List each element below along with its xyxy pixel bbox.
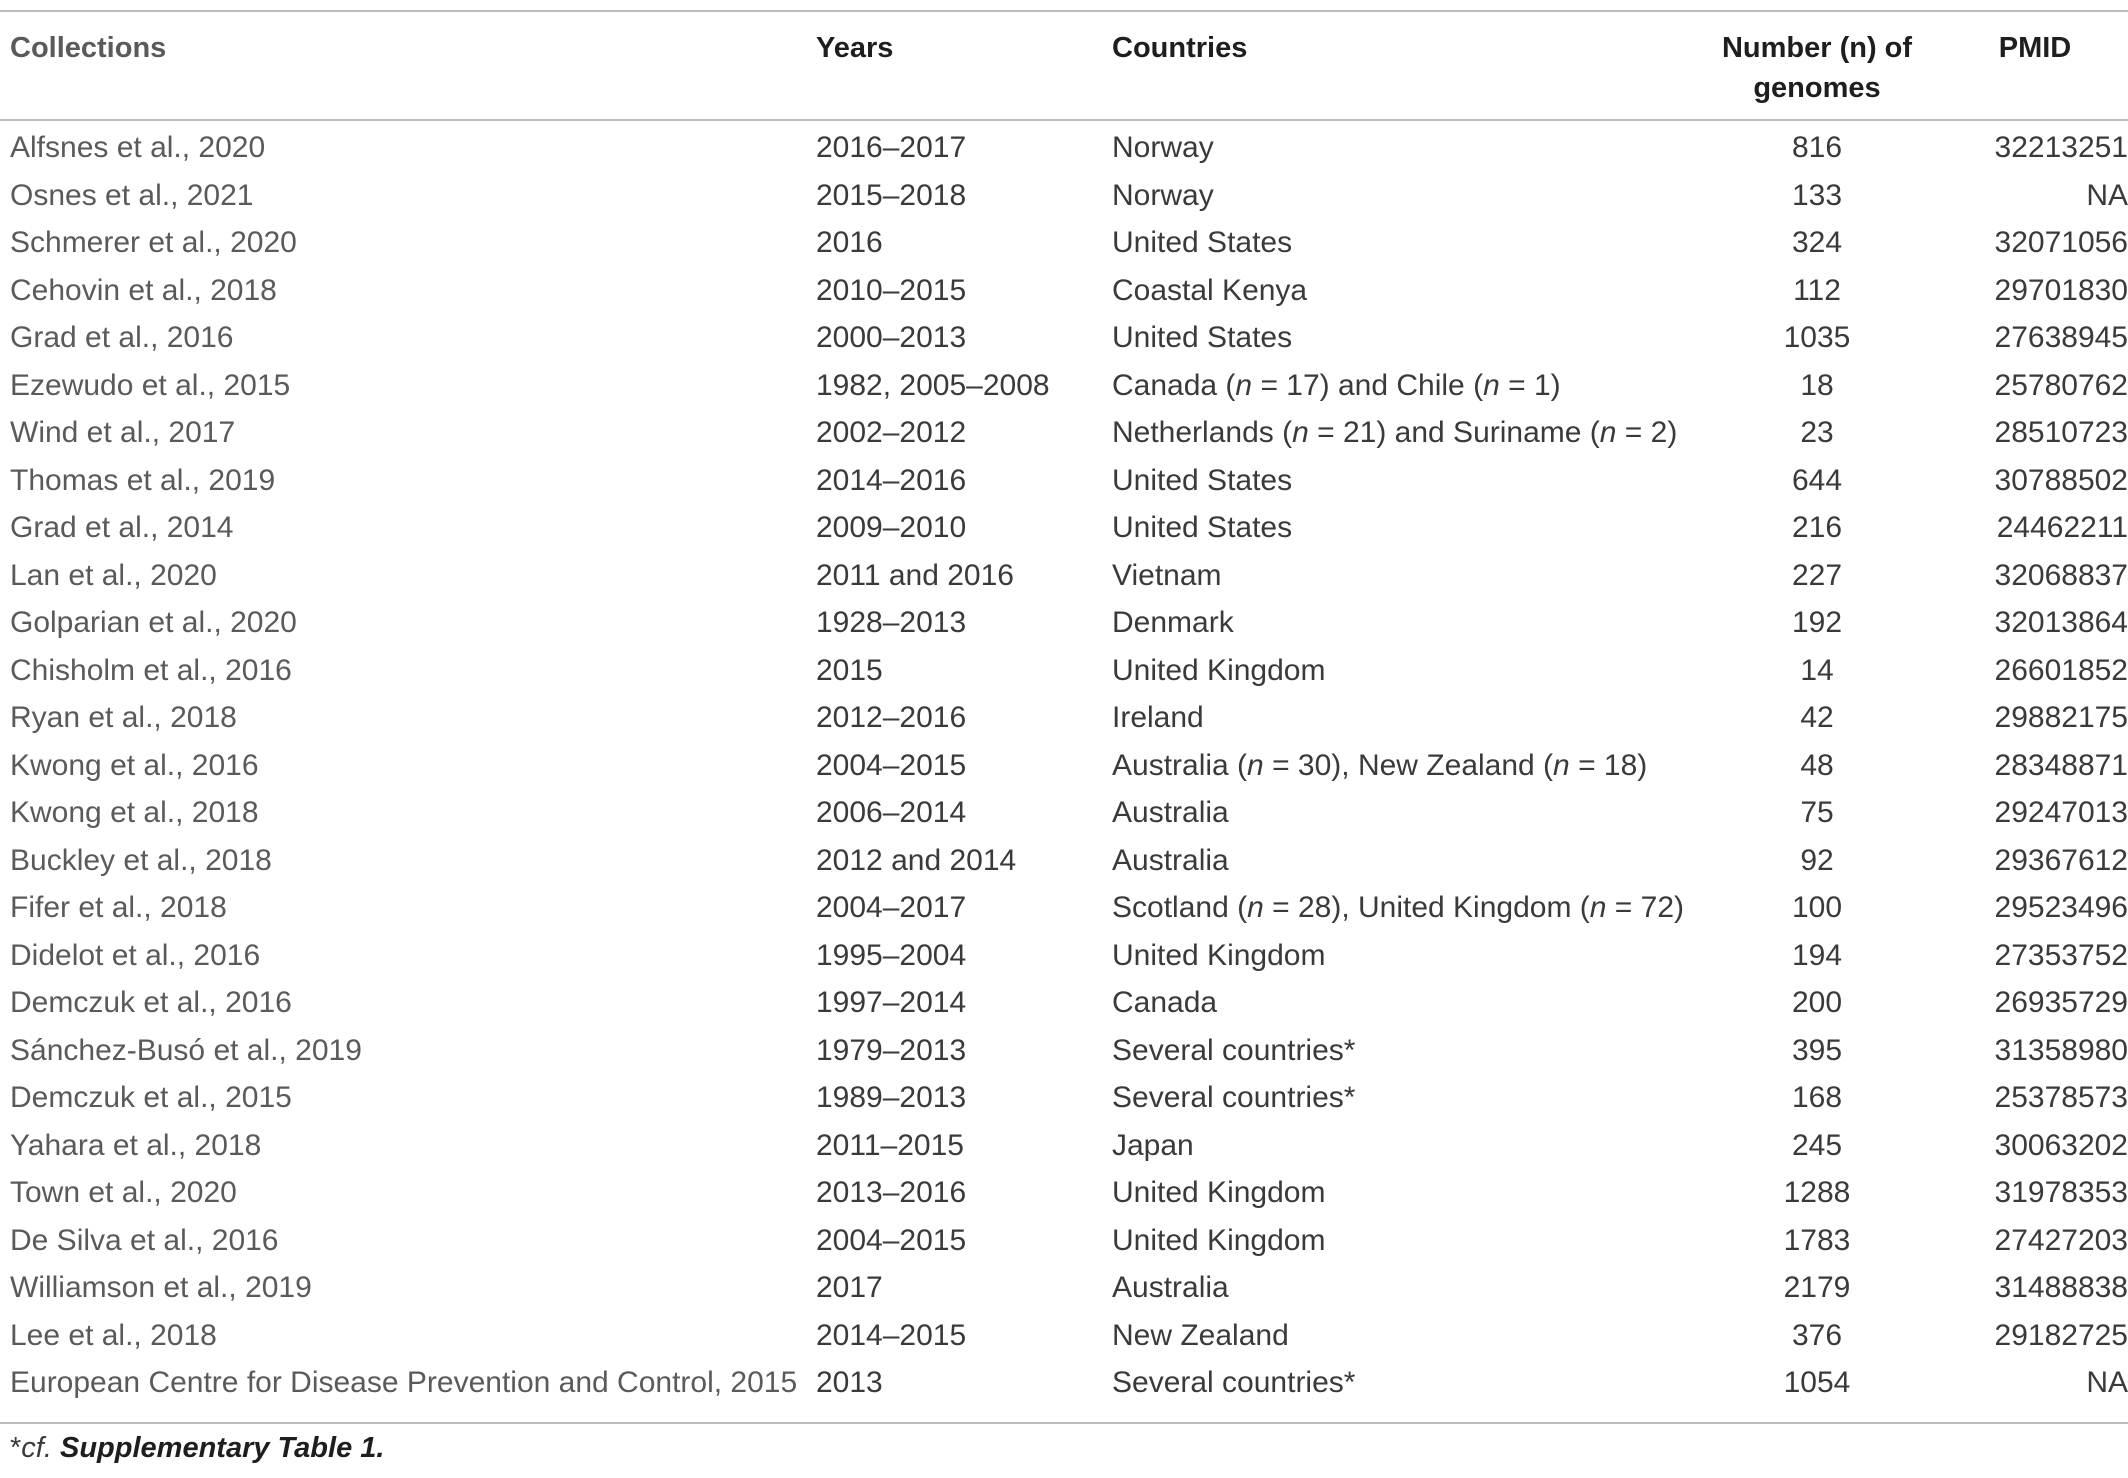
cell-pmid: 29701830: [1994, 273, 2128, 307]
cell-pmid: 28348871: [1994, 748, 2128, 782]
country-text: Denmark: [1112, 606, 1234, 639]
cell-years: 2012 and 2014: [816, 843, 1017, 877]
table-row: [0, 979, 2128, 1027]
cell-years: 2013: [816, 1366, 883, 1399]
footnote-ref: Supplementary Table 1: [59, 1432, 377, 1464]
cell-collection: Yahara et al., 2018: [10, 1128, 262, 1162]
country-text: United States: [1112, 511, 1293, 544]
table-row: [0, 124, 2128, 172]
cell-pmid: 32213251: [1994, 131, 2128, 164]
cell-years: 2012–2016: [816, 701, 967, 734]
cell-countries: [1112, 457, 1692, 505]
table-row: [0, 504, 2128, 552]
cell-pmid: 26601852: [1994, 653, 2128, 687]
table-row: [0, 172, 2128, 220]
table-row: [0, 599, 2128, 647]
country-text: United States: [1112, 463, 1293, 497]
table-row: [0, 1122, 2128, 1170]
country-text: United States: [1112, 226, 1293, 259]
cell-genomes: 168: [1791, 1081, 1843, 1114]
top-rule: [0, 10, 2128, 12]
country-text: = 2): [1616, 416, 1678, 449]
cell-pmid: 27353752: [1994, 938, 2128, 972]
cell-years: 2014–2015: [816, 1318, 967, 1352]
cell-pmid: 27427203: [1994, 1223, 2128, 1257]
italic-n: n: [1599, 416, 1617, 449]
cell-collection: Golparian et al., 2020: [10, 606, 297, 639]
country-text: = 18): [1569, 748, 1648, 782]
cell-collection: Lee et al., 2018: [10, 1318, 217, 1352]
cell-collection: Cehovin et al., 2018: [10, 273, 277, 307]
country-text: Norway: [1112, 178, 1214, 212]
cell-genomes: 245: [1791, 1128, 1843, 1162]
cell-pmid: 29182725: [1994, 1318, 2128, 1352]
cell-genomes: 23: [1800, 416, 1834, 449]
cell-genomes: 100: [1791, 891, 1843, 924]
cell-pmid: 30788502: [1994, 463, 2128, 497]
cell-countries: [1112, 979, 1692, 1027]
cell-years: 2014–2016: [816, 463, 967, 497]
cell-years: 1989–2013: [816, 1081, 967, 1114]
cell-collection: Osnes et al., 2021: [10, 178, 254, 212]
cell-countries: [1112, 694, 1692, 742]
header-rule: [0, 119, 2128, 121]
table-row: [0, 267, 2128, 315]
cell-countries: [1112, 124, 1692, 172]
table-row: [0, 1217, 2128, 1265]
cell-pmid: 29247013: [1994, 796, 2128, 829]
country-text: Australia (: [1112, 748, 1248, 782]
table-row: [0, 1359, 2128, 1407]
cell-genomes: 395: [1791, 1033, 1843, 1067]
cell-pmid: 31488838: [1994, 1271, 2128, 1304]
cell-years: 2016: [816, 226, 883, 259]
cell-pmid: NA: [2086, 178, 2128, 212]
cell-pmid: NA: [2086, 1366, 2128, 1399]
cell-genomes: 192: [1791, 606, 1843, 639]
cell-years: 1995–2004: [816, 938, 967, 972]
cell-years: 2004–2015: [816, 748, 967, 782]
cell-countries: [1112, 742, 1692, 790]
cell-pmid: 25378573: [1994, 1081, 2128, 1114]
cell-years: 2009–2010: [816, 511, 967, 544]
cell-collection: Wind et al., 2017: [10, 416, 236, 449]
table-body: [0, 124, 2128, 1407]
cell-collection: Schmerer et al., 2020: [10, 226, 297, 259]
table-row: [0, 219, 2128, 267]
cell-years: 1928–2013: [816, 606, 967, 639]
cell-years: 2004–2015: [816, 1223, 967, 1257]
italic-n: n: [1247, 891, 1264, 924]
cell-pmid: 31358980: [1994, 1033, 2128, 1067]
italic-n: n: [1235, 368, 1253, 402]
table-row: [0, 1169, 2128, 1217]
table-row: [0, 694, 2128, 742]
cell-genomes: 42: [1800, 701, 1834, 734]
cell-collection: Ryan et al., 2018: [10, 701, 237, 734]
cell-countries: [1112, 1027, 1692, 1075]
country-text: Norway: [1112, 131, 1214, 164]
cell-countries: [1112, 1217, 1692, 1265]
cell-genomes: 200: [1791, 986, 1843, 1019]
table-row: [0, 409, 2128, 457]
country-text: Vietnam: [1112, 558, 1222, 592]
table-row: [0, 1312, 2128, 1360]
cell-collection: Kwong et al., 2016: [10, 748, 259, 782]
cell-genomes: 376: [1791, 1318, 1843, 1352]
cell-genomes: 112: [1793, 273, 1841, 307]
cell-genomes: 324: [1791, 226, 1843, 259]
table-row: [0, 1264, 2128, 1312]
cell-countries: [1112, 362, 1692, 410]
footnote-prefix: *: [10, 1432, 22, 1464]
cell-years: 2000–2013: [816, 321, 967, 354]
country-text: United States: [1112, 321, 1293, 354]
cell-countries: [1112, 789, 1692, 837]
cell-collection: European Centre for Disease Prevention and Control, 2015: [10, 1366, 798, 1399]
country-text: = 1): [1499, 368, 1561, 402]
collections-table: [0, 28, 2128, 1407]
country-text: Several countries*: [1112, 1081, 1356, 1114]
country-text: United Kingdom: [1112, 653, 1326, 687]
country-text: United Kingdom: [1112, 938, 1326, 972]
country-text: = 30), New Zealand (: [1263, 748, 1554, 782]
cell-collection: Fifer et al., 2018: [10, 891, 227, 924]
table-row: [0, 932, 2128, 980]
cell-countries: [1112, 1122, 1692, 1170]
table-row: [0, 647, 2128, 695]
cell-countries: [1112, 1312, 1692, 1360]
country-text: Several countries*: [1112, 1366, 1356, 1399]
cell-years: 2004–2017: [816, 891, 967, 924]
cell-collection: Demczuk et al., 2016: [10, 986, 292, 1019]
cell-collection: Kwong et al., 2018: [10, 796, 259, 829]
cell-genomes: 133: [1791, 178, 1843, 212]
cell-years: 2016–2017: [816, 131, 967, 164]
cell-genomes: 14: [1800, 653, 1834, 687]
country-text: Japan: [1112, 1128, 1194, 1162]
table-row: [0, 1074, 2128, 1122]
header-years: Years: [816, 32, 894, 64]
country-text: New Zealand: [1112, 1318, 1289, 1352]
cell-years: 2010–2015: [816, 273, 967, 307]
italic-n: n: [1483, 368, 1500, 402]
cell-collection: Buckley et al., 2018: [10, 843, 272, 877]
cell-collection: Demczuk et al., 2015: [10, 1081, 292, 1114]
cell-genomes: 48: [1800, 748, 1834, 782]
cell-genomes: 92: [1800, 843, 1834, 877]
cell-pmid: 32013864: [1994, 606, 2128, 639]
table-row: [0, 837, 2128, 885]
cell-pmid: 31978353: [1994, 1176, 2128, 1209]
cell-countries: [1112, 599, 1692, 647]
cell-countries: [1112, 1169, 1692, 1217]
cell-genomes: 816: [1791, 131, 1843, 164]
country-text: = 72): [1606, 891, 1685, 924]
country-text: Australia: [1112, 796, 1229, 829]
cell-countries: [1112, 1264, 1692, 1312]
cell-years: 2015: [816, 653, 883, 687]
cell-pmid: 26935729: [1994, 986, 2128, 1019]
cell-countries: [1112, 409, 1692, 457]
cell-pmid: 28510723: [1994, 416, 2128, 449]
cell-years: 2013–2016: [816, 1176, 967, 1209]
cell-genomes: 644: [1791, 463, 1843, 497]
cell-years: 2006–2014: [816, 796, 967, 829]
cell-countries: [1112, 884, 1692, 932]
cell-years: 2011 and 2016: [816, 558, 1014, 592]
cell-pmid: 27638945: [1994, 321, 2128, 354]
cell-collection: Grad et al., 2014: [10, 511, 234, 544]
cell-years: 1997–2014: [816, 986, 967, 1019]
header-genomes-line2: genomes: [1753, 72, 1881, 104]
header-pmid: PMID: [1998, 32, 2072, 64]
country-text: Ireland: [1112, 701, 1204, 734]
italic-n: n: [1247, 748, 1264, 782]
cell-genomes: 194: [1791, 938, 1843, 972]
cell-collection: Grad et al., 2016: [10, 321, 234, 354]
cell-pmid: 32071056: [1994, 226, 2128, 259]
cell-countries: [1112, 1074, 1692, 1122]
cell-pmid: 25780762: [1994, 368, 2128, 402]
country-text: United Kingdom: [1112, 1176, 1326, 1209]
cell-pmid: 32068837: [1994, 558, 2128, 592]
country-text: = 21) and Suriname (: [1308, 416, 1600, 449]
country-text: Australia: [1112, 843, 1229, 877]
cell-years: 2011–2015: [816, 1128, 964, 1162]
cell-genomes: 1783: [1783, 1223, 1851, 1257]
italic-n: n: [1589, 891, 1607, 924]
cell-genomes: 1288: [1783, 1176, 1851, 1209]
cell-pmid: 24462211: [1996, 511, 2128, 544]
cell-genomes: 227: [1791, 558, 1843, 592]
cell-collection: De Silva et al., 2016: [10, 1223, 279, 1257]
country-text: Scotland (: [1112, 891, 1248, 924]
cell-years: 2002–2012: [816, 416, 967, 449]
cell-years: 2015–2018: [816, 178, 967, 212]
bottom-rule: [0, 1422, 2128, 1424]
table-row: [0, 457, 2128, 505]
italic-n: n: [1292, 416, 1309, 449]
cell-years: 1979–2013: [816, 1033, 967, 1067]
cell-collection: Chisholm et al., 2016: [10, 653, 292, 687]
cell-pmid: 29882175: [1994, 701, 2128, 734]
cell-collection: Didelot et al., 2016: [10, 938, 261, 972]
cell-countries: [1112, 647, 1692, 695]
country-text: Coastal Kenya: [1112, 273, 1308, 307]
footnote: [10, 1432, 384, 1465]
cell-years: 2017: [816, 1271, 883, 1304]
table-row: [0, 552, 2128, 600]
cell-countries: [1112, 837, 1692, 885]
cell-countries: [1112, 219, 1692, 267]
cell-collection: Lan et al., 2020: [10, 558, 217, 592]
cell-countries: [1112, 552, 1692, 600]
cell-collection: Williamson et al., 2019: [10, 1271, 312, 1304]
country-text: Several countries*: [1112, 1033, 1356, 1067]
table-row: [0, 1027, 2128, 1075]
country-text: Netherlands (: [1112, 416, 1293, 449]
table-row: [0, 742, 2128, 790]
cell-countries: [1112, 504, 1692, 552]
header-row: [0, 28, 2128, 124]
cell-collection: Sánchez-Busó et al., 2019: [10, 1033, 362, 1067]
table-row: [0, 884, 2128, 932]
header-collections: Collections: [10, 32, 167, 64]
cell-countries: [1112, 932, 1692, 980]
cell-countries: [1112, 267, 1692, 315]
cell-genomes: 2179: [1783, 1271, 1851, 1304]
country-text: Canada: [1112, 986, 1218, 1019]
header-genomes: [1692, 28, 1942, 124]
table-row: [0, 362, 2128, 410]
country-text: Australia: [1112, 1271, 1229, 1304]
cell-pmid: 29523496: [1994, 891, 2128, 924]
cell-countries: [1112, 1359, 1692, 1407]
header-genomes-line1: Number (n) of: [1721, 32, 1913, 64]
cell-collection: Alfsnes et al., 2020: [10, 131, 266, 164]
cell-countries: [1112, 314, 1692, 362]
cell-genomes: 216: [1791, 511, 1843, 544]
country-text: Canada (: [1112, 368, 1236, 402]
footnote-suffix: .: [376, 1432, 385, 1464]
country-text: = 28), United Kingdom (: [1263, 891, 1590, 924]
header-countries: Countries: [1112, 32, 1248, 64]
cell-pmid: 30063202: [1994, 1128, 2128, 1162]
cell-collection: Town et al., 2020: [10, 1176, 237, 1209]
footnote-cf: cf.: [21, 1432, 52, 1464]
cell-countries: [1112, 172, 1692, 220]
italic-n: n: [1553, 748, 1570, 782]
country-text: = 17) and Chile (: [1252, 368, 1484, 402]
table-row: [0, 314, 2128, 362]
cell-years: 1982, 2005–2008: [816, 368, 1050, 402]
cell-genomes: 18: [1800, 368, 1834, 402]
country-text: United Kingdom: [1112, 1223, 1326, 1257]
table-row: [0, 789, 2128, 837]
cell-genomes: 75: [1800, 796, 1834, 829]
cell-genomes: 1035: [1783, 321, 1851, 354]
cell-collection: Thomas et al., 2019: [10, 463, 276, 497]
cell-collection: Ezewudo et al., 2015: [10, 368, 291, 402]
cell-pmid: 29367612: [1994, 843, 2128, 877]
cell-genomes: 1054: [1783, 1366, 1851, 1399]
